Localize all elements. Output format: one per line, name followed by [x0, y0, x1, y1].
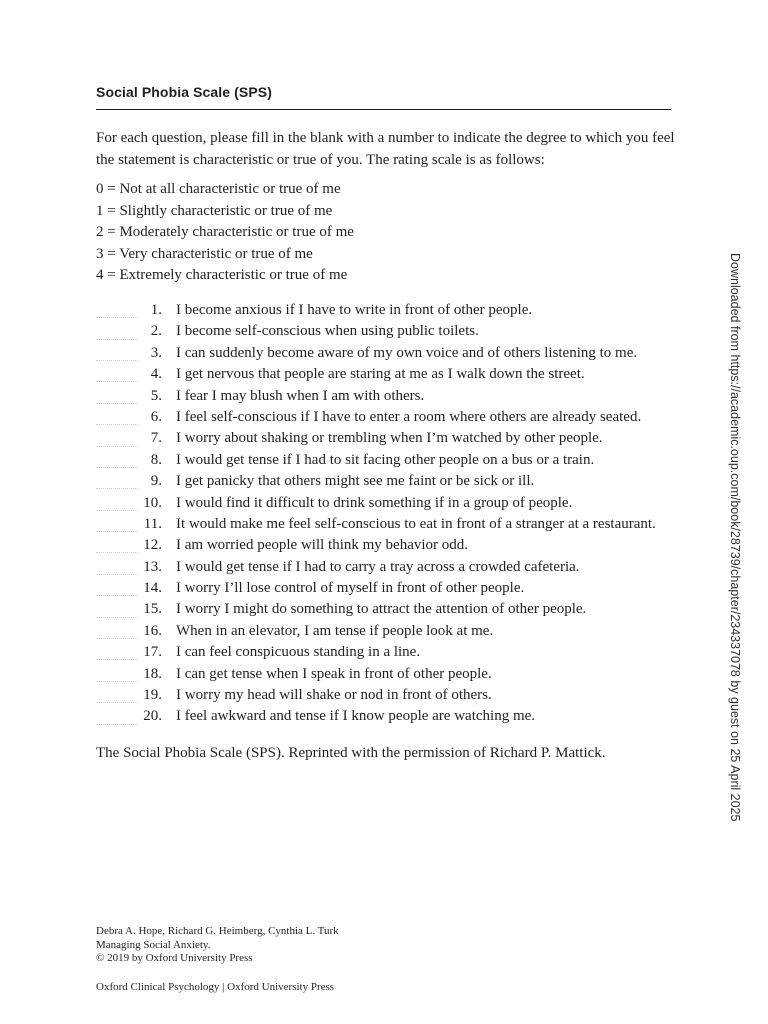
item-number: 14.: [143, 580, 162, 597]
item-statement: I can suddenly become aware of my own voice and of others listening to me.: [176, 344, 638, 361]
item-number: 19.: [143, 687, 162, 704]
answer-blank[interactable]: [96, 552, 138, 553]
answer-blank[interactable]: [96, 574, 138, 575]
footer-authors: Debra A. Hope, Richard G. Heimberg, Cynthia L. Turk: [96, 925, 339, 937]
permission-credit: The Social Phobia Scale (SPS). Reprinted with the permission of Richard P. Mattick.: [96, 745, 606, 761]
questionnaire-item: [96, 343, 656, 364]
answer-blank[interactable]: [96, 510, 138, 511]
item-number: 13.: [143, 558, 162, 575]
answer-blank[interactable]: [96, 339, 138, 340]
item-number: 2.: [150, 323, 162, 340]
questionnaire-item: [96, 471, 656, 492]
item-number: 6.: [150, 408, 162, 425]
item-number: 17.: [143, 644, 162, 661]
answer-blank[interactable]: [96, 702, 138, 703]
questionnaire-item: [96, 493, 656, 514]
answer-blank[interactable]: [96, 446, 138, 447]
item-number: 9.: [150, 473, 162, 490]
questionnaire-item: [96, 621, 656, 642]
item-number: 10.: [143, 494, 162, 511]
answer-blank[interactable]: [96, 403, 138, 404]
item-number: 11.: [143, 515, 162, 532]
footer-copyright: © 2019 by Oxford University Press: [96, 952, 253, 964]
rating-scale-entry: 3 = Very characteristic or true of me: [96, 245, 313, 262]
citation-footer: [96, 925, 339, 966]
rating-scale-entry: 2 = Moderately characteristic or true of me: [96, 224, 354, 240]
questionnaire-items: [96, 300, 656, 728]
answer-blank[interactable]: [96, 381, 138, 382]
item-statement: I would get tense if I had to carry a tray across a crowded cafeteria.: [176, 558, 580, 575]
item-statement: I worry my head will shake or nod in front of others.: [176, 687, 492, 704]
item-statement: It would make me feel self-conscious to eat in front of a stranger at a restaurant.: [176, 515, 656, 532]
item-statement: I get nervous that people are staring at me as I walk down the street.: [176, 366, 585, 383]
answer-blank[interactable]: [96, 360, 138, 361]
questionnaire-item: [96, 364, 656, 385]
item-number: 15.: [143, 601, 162, 618]
questionnaire-item: [96, 407, 656, 428]
questionnaire-item: [96, 428, 656, 449]
rating-scale-entry: 4 = Extremely characteristic or true of me: [96, 267, 348, 283]
answer-blank[interactable]: [96, 617, 138, 618]
item-statement: I feel awkward and tense if I know people are watching me.: [176, 708, 536, 725]
footer-series: Oxford Clinical Psychology | Oxford University Press: [96, 981, 335, 993]
answer-blank[interactable]: [96, 531, 138, 532]
questionnaire-item: [96, 386, 656, 407]
answer-blank[interactable]: [96, 467, 138, 468]
answer-blank[interactable]: [96, 488, 138, 489]
answer-blank[interactable]: [96, 424, 138, 425]
footer-book-title: Managing Social Anxiety.: [96, 938, 211, 951]
rating-scale-list: [96, 179, 354, 287]
download-watermark: Downloaded from https://academic.oup.com/book/28739/chapter/234337078 by guest on 25 April 2025: [728, 253, 742, 822]
item-statement: I worry I might do something to attract the attention of other people.: [176, 601, 587, 618]
item-statement: I worry I’ll lose control of myself in front of other people.: [176, 580, 525, 597]
item-statement: I can feel conspicuous standing in a line.: [176, 644, 421, 661]
item-number: 7.: [150, 430, 162, 447]
questionnaire-item: [96, 321, 656, 342]
item-statement: I am worried people will think my behavior odd.: [176, 537, 469, 554]
page-title: Social Phobia Scale (SPS): [96, 84, 273, 100]
item-statement: I become self-conscious when using public toilets.: [176, 323, 479, 340]
questionnaire-item: [96, 642, 656, 663]
item-statement: I would find it difficult to drink something if in a group of people.: [176, 494, 573, 511]
questionnaire-item: [96, 706, 656, 727]
item-statement: I become anxious if I have to write in front of other people.: [176, 302, 533, 318]
answer-blank[interactable]: [96, 317, 138, 318]
questionnaire-item: [96, 578, 656, 599]
item-number: 16.: [143, 622, 162, 639]
item-number: 20.: [143, 708, 162, 725]
questionnaire-item: [96, 664, 656, 685]
item-statement: I fear I may blush when I am with others.: [176, 387, 425, 404]
instructions-paragraph: For each question, please fill in the blank with a number to indicate the degree to which you feel the statement is characteristic or true of you. The rating scale is as follows:: [96, 130, 675, 168]
item-number: 1.: [150, 302, 162, 318]
answer-blank[interactable]: [96, 595, 138, 596]
item-number: 3.: [150, 344, 162, 361]
item-number: 18.: [143, 665, 162, 682]
item-statement: I get panicky that others might see me faint or be sick or ill.: [176, 473, 535, 490]
item-statement: I worry about shaking or trembling when I’m watched by other people.: [176, 430, 603, 447]
item-statement: I can get tense when I speak in front of other people.: [176, 665, 492, 682]
answer-blank[interactable]: [96, 659, 138, 660]
questionnaire-item: [96, 450, 656, 471]
questionnaire-item: [96, 557, 656, 578]
title-divider: [96, 109, 671, 110]
rating-scale-entry: 0 = Not at all characteristic or true of me: [96, 181, 341, 197]
item-statement: When in an elevator, I am tense if people look at me.: [176, 622, 494, 639]
questionnaire-item: [96, 685, 656, 706]
answer-blank[interactable]: [96, 638, 138, 639]
item-statement: I would get tense if I had to sit facing other people on a bus or a train.: [176, 451, 595, 468]
questionnaire-item: [96, 535, 656, 556]
item-number: 8.: [150, 451, 162, 468]
questionnaire-item: [96, 599, 656, 620]
item-statement: I feel self-conscious if I have to enter a room where others are already seated.: [176, 408, 642, 425]
item-number: 12.: [143, 537, 162, 554]
item-number: 5.: [150, 387, 162, 404]
item-number: 4.: [150, 366, 162, 383]
answer-blank[interactable]: [96, 724, 138, 725]
answer-blank[interactable]: [96, 681, 138, 682]
rating-scale-entry: 1 = Slightly characteristic or true of me: [96, 202, 333, 219]
questionnaire-item: [96, 300, 656, 321]
questionnaire-item: [96, 514, 656, 535]
